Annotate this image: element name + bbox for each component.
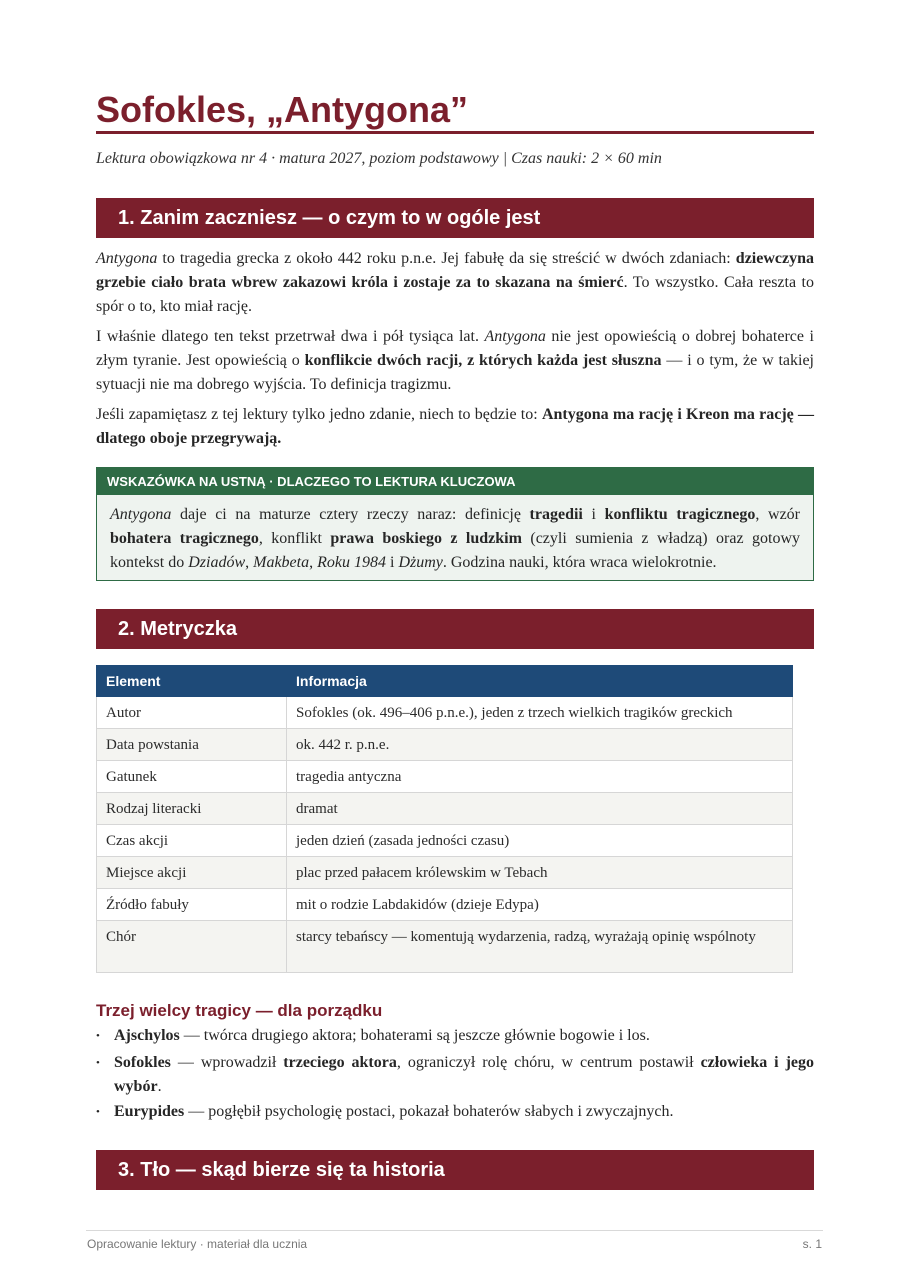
tip-box-body [97, 495, 813, 575]
table-header-cell: Informacja [287, 666, 793, 697]
table-cell: Data powstania [97, 729, 287, 761]
text-run: — wprowadził [170, 1054, 284, 1071]
title-divider [96, 131, 814, 134]
table-row [97, 889, 793, 921]
list-item [96, 1024, 814, 1048]
text-run: Jeśli zapamiętasz z tej lektury tylko jedno zdanie, niech to będzie to: [96, 406, 542, 423]
bullet-glyph: • [96, 1057, 100, 1069]
text-run: , [309, 554, 318, 571]
table-cell: Miejsce akcji [97, 857, 287, 889]
section-3-heading: 3. Tło — skąd bierze się ta historia [96, 1150, 814, 1190]
table-row [97, 761, 793, 793]
italic-title: Antygona [484, 328, 546, 345]
text-run: . To wszystko. Cała reszta to spór o to, kto miał rację. [96, 274, 815, 315]
bullet-glyph: • [96, 1106, 100, 1118]
table-cell: Gatunek [97, 761, 287, 793]
text-run: , [245, 554, 254, 571]
italic-title: Dziadów [188, 554, 246, 571]
table-header-row [97, 666, 793, 697]
text-run: . Godzina nauki, która wraca wielokrotnie. [442, 554, 717, 571]
bold-text: Antygona ma rację i Kreon ma rację — dlatego oboje przegrywają. [96, 406, 815, 447]
table-row [97, 729, 793, 761]
table-cell: plac przed pałacem królewskim w Tebach [287, 857, 793, 889]
table-cell: tragedia antyczna [287, 761, 793, 793]
section-1-paragraph-1 [96, 247, 814, 319]
table-row [97, 857, 793, 889]
bold-text: Sofokles [114, 1054, 171, 1071]
metryczka-table [96, 665, 793, 973]
table-row [97, 825, 793, 857]
tip-box-heading: WSKAZÓWKA NA USTNĄ · DLACZEGO TO LEKTURA KLUCZOWA [97, 468, 813, 495]
text-run: . [157, 1078, 162, 1095]
bold-text: bohatera tragicznego [110, 530, 259, 547]
italic-title: Makbeta [253, 554, 310, 571]
tip-box [96, 467, 814, 581]
text-run: — i o tym, że w takiej sytuacji nie ma dobrego wyjścia. To definicja tragizmu. [96, 352, 815, 393]
table-cell: Czas akcji [97, 825, 287, 857]
table-cell: mit o rodzie Labdakidów (dzieje Edypa) [287, 889, 793, 921]
text-run: (czyli sumienia z władzą) oraz gotowy kontekst do [110, 530, 801, 571]
table-cell: Autor [97, 697, 287, 729]
bold-text: Eurypides [114, 1103, 185, 1120]
table-cell: Sofokles (ok. 496–406 p.n.e.), jeden z trzech wielkich tragików greckich [287, 697, 793, 729]
section-2-heading: 2. Metryczka [96, 609, 814, 649]
bold-text: konflikcie dwóch racji, z których każda jest słuszna [304, 352, 662, 369]
page-subtitle: Lektura obowiązkowa nr 4 · matura 2027, poziom podstawowy | Czas nauki: 2 × 60 min [96, 150, 662, 167]
text-run: daje ci na maturze cztery rzeczy naraz: definicję [171, 506, 530, 523]
table-header-cell: Element [97, 666, 287, 697]
text-run: , konflikt [258, 530, 331, 547]
table-row [97, 697, 793, 729]
table-row [97, 921, 793, 973]
page-number: s. 1 [802, 1237, 822, 1251]
tragedians-subheading: Trzej wielcy tragicy — dla porządku [96, 1001, 383, 1020]
list-item [96, 1100, 814, 1124]
text-run: — twórca drugiego aktora; bohaterami są jeszcze głównie bogowie i los. [179, 1027, 650, 1044]
text-run: i [582, 506, 605, 523]
table-cell: Chór [97, 921, 287, 973]
footer-divider [86, 1230, 823, 1231]
text-run: nie jest opowieścią o dobrej bohaterce i złym tyranie. Jest opowieścią o [96, 328, 814, 369]
italic-title: Antygona [110, 506, 172, 523]
section-1-heading: 1. Zanim zaczniesz — o czym to w ogóle jest [96, 198, 814, 238]
bold-text: trzeciego aktora [283, 1054, 397, 1071]
text-run: I właśnie dlatego ten tekst przetrwał dwa i pół tysiąca lat. [96, 328, 485, 345]
bullet-glyph: • [96, 1030, 100, 1042]
table-cell: jeden dzień (zasada jedności czasu) [287, 825, 793, 857]
bold-text: Ajschylos [114, 1027, 180, 1044]
bold-text: tragedii [529, 506, 583, 523]
table-cell: Rodzaj literacki [97, 793, 287, 825]
footer-label: Opracowanie lektury · materiał dla ucznia [87, 1237, 308, 1251]
text-run: , ograniczył rolę chóru, w centrum postawił [396, 1054, 701, 1071]
bold-text: konfliktu tragicznego [604, 506, 756, 523]
table-row [97, 793, 793, 825]
bold-text: prawa boskiego z ludzkim [330, 530, 522, 547]
text-run: — pogłębił psychologię postaci, pokazał bohaterów słabych i zwyczajnych. [184, 1103, 674, 1120]
table-cell: Źródło fabuły [97, 889, 287, 921]
list-item [96, 1051, 814, 1099]
table-cell: ok. 442 r. p.n.e. [287, 729, 793, 761]
italic-title: Dżumy [398, 554, 443, 571]
bold-text: dziewczyna grzebie ciało brata wbrew zakazowi króla i zostaje za to skazana na śmierć [96, 250, 814, 291]
text-run: , wzór [755, 506, 801, 523]
bold-text: człowieka i jego wybór [114, 1054, 814, 1095]
text-run: to tragedia grecka z około 442 roku p.n.e. Jej fabułę da się streścić w dwóch zdaniach: [157, 250, 736, 267]
italic-title: Roku 1984 [317, 554, 386, 571]
page-title: Sofokles, „Antygona” [96, 89, 469, 130]
section-1-paragraph-3 [96, 403, 814, 451]
section-1-paragraph-2 [96, 325, 814, 397]
table-cell: dramat [287, 793, 793, 825]
table-cell: starcy tebańscy — komentują wydarzenia, radzą, wyrażają opinię wspólnoty [287, 921, 793, 973]
text-run: i [385, 554, 399, 571]
italic-title: Antygona [96, 250, 158, 267]
